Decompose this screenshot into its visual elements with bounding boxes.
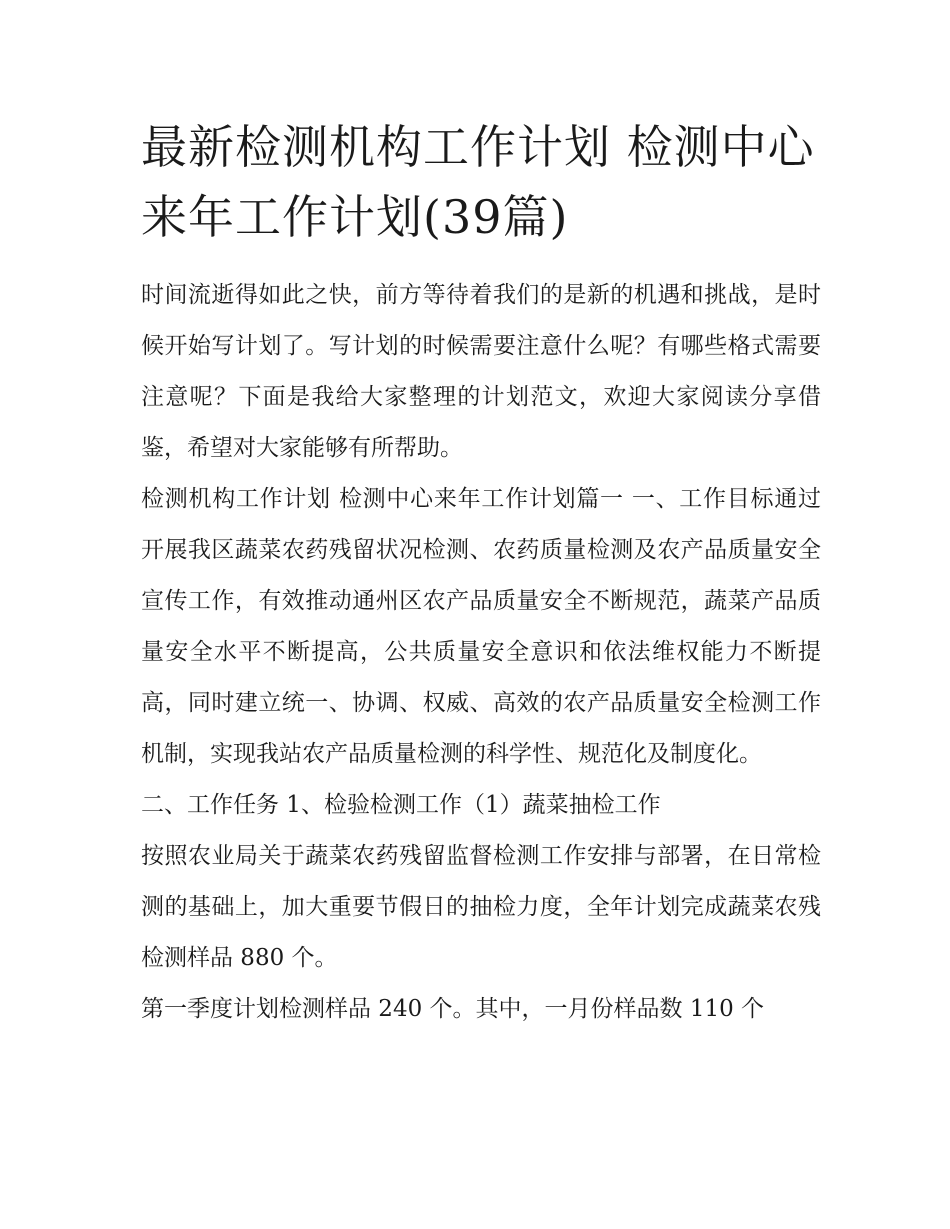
document-title: 最新检测机构工作计划 检测中心来年工作计划(39篇) (141, 120, 815, 244)
paragraph-sampling: 按照农业局关于蔬菜农药残留监督检测工作安排与部署，在日常检测的基础上，加大重要节假日的抽检力度，全年计划完成蔬菜农残检测样品 880 个。 (141, 843, 821, 971)
document-content (141, 112, 821, 1035)
paragraph-tasks-heading: 二、工作任务 1、检验检测工作（1）蔬菜抽检工作 (141, 792, 661, 818)
paragraph-intro: 时间流逝得如此之快，前方等待着我们的是新的机遇和挑战，是时候开始写计划了。写计划的时候需要注意什么呢？有哪些格式需要注意呢？下面是我给大家整理的计划范文，欢迎大家阅读分享借鉴，希望对大家能够有所帮助。 (141, 282, 821, 461)
document-body (141, 270, 821, 1035)
paragraph-first-quarter: 第一季度计划检测样品 240 个。其中，一月份样品数 110 个 (141, 996, 765, 1022)
paragraph-goals: 检测机构工作计划 检测中心来年工作计划篇一 一、工作目标通过开展我区蔬菜农药残留状况检测、农药质量检测及农产品质量安全宣传工作，有效推动通州区农产品质量安全不断规范，蔬菜产品质量安全水平不断提高，公共质量安全意识和依法维权能力不断提高，同时建立统一、协调、权威、高效的农产品质量安全检测工作机制，实现我站农产品质量检测的科学性、规范化及制度化。 (141, 486, 821, 767)
